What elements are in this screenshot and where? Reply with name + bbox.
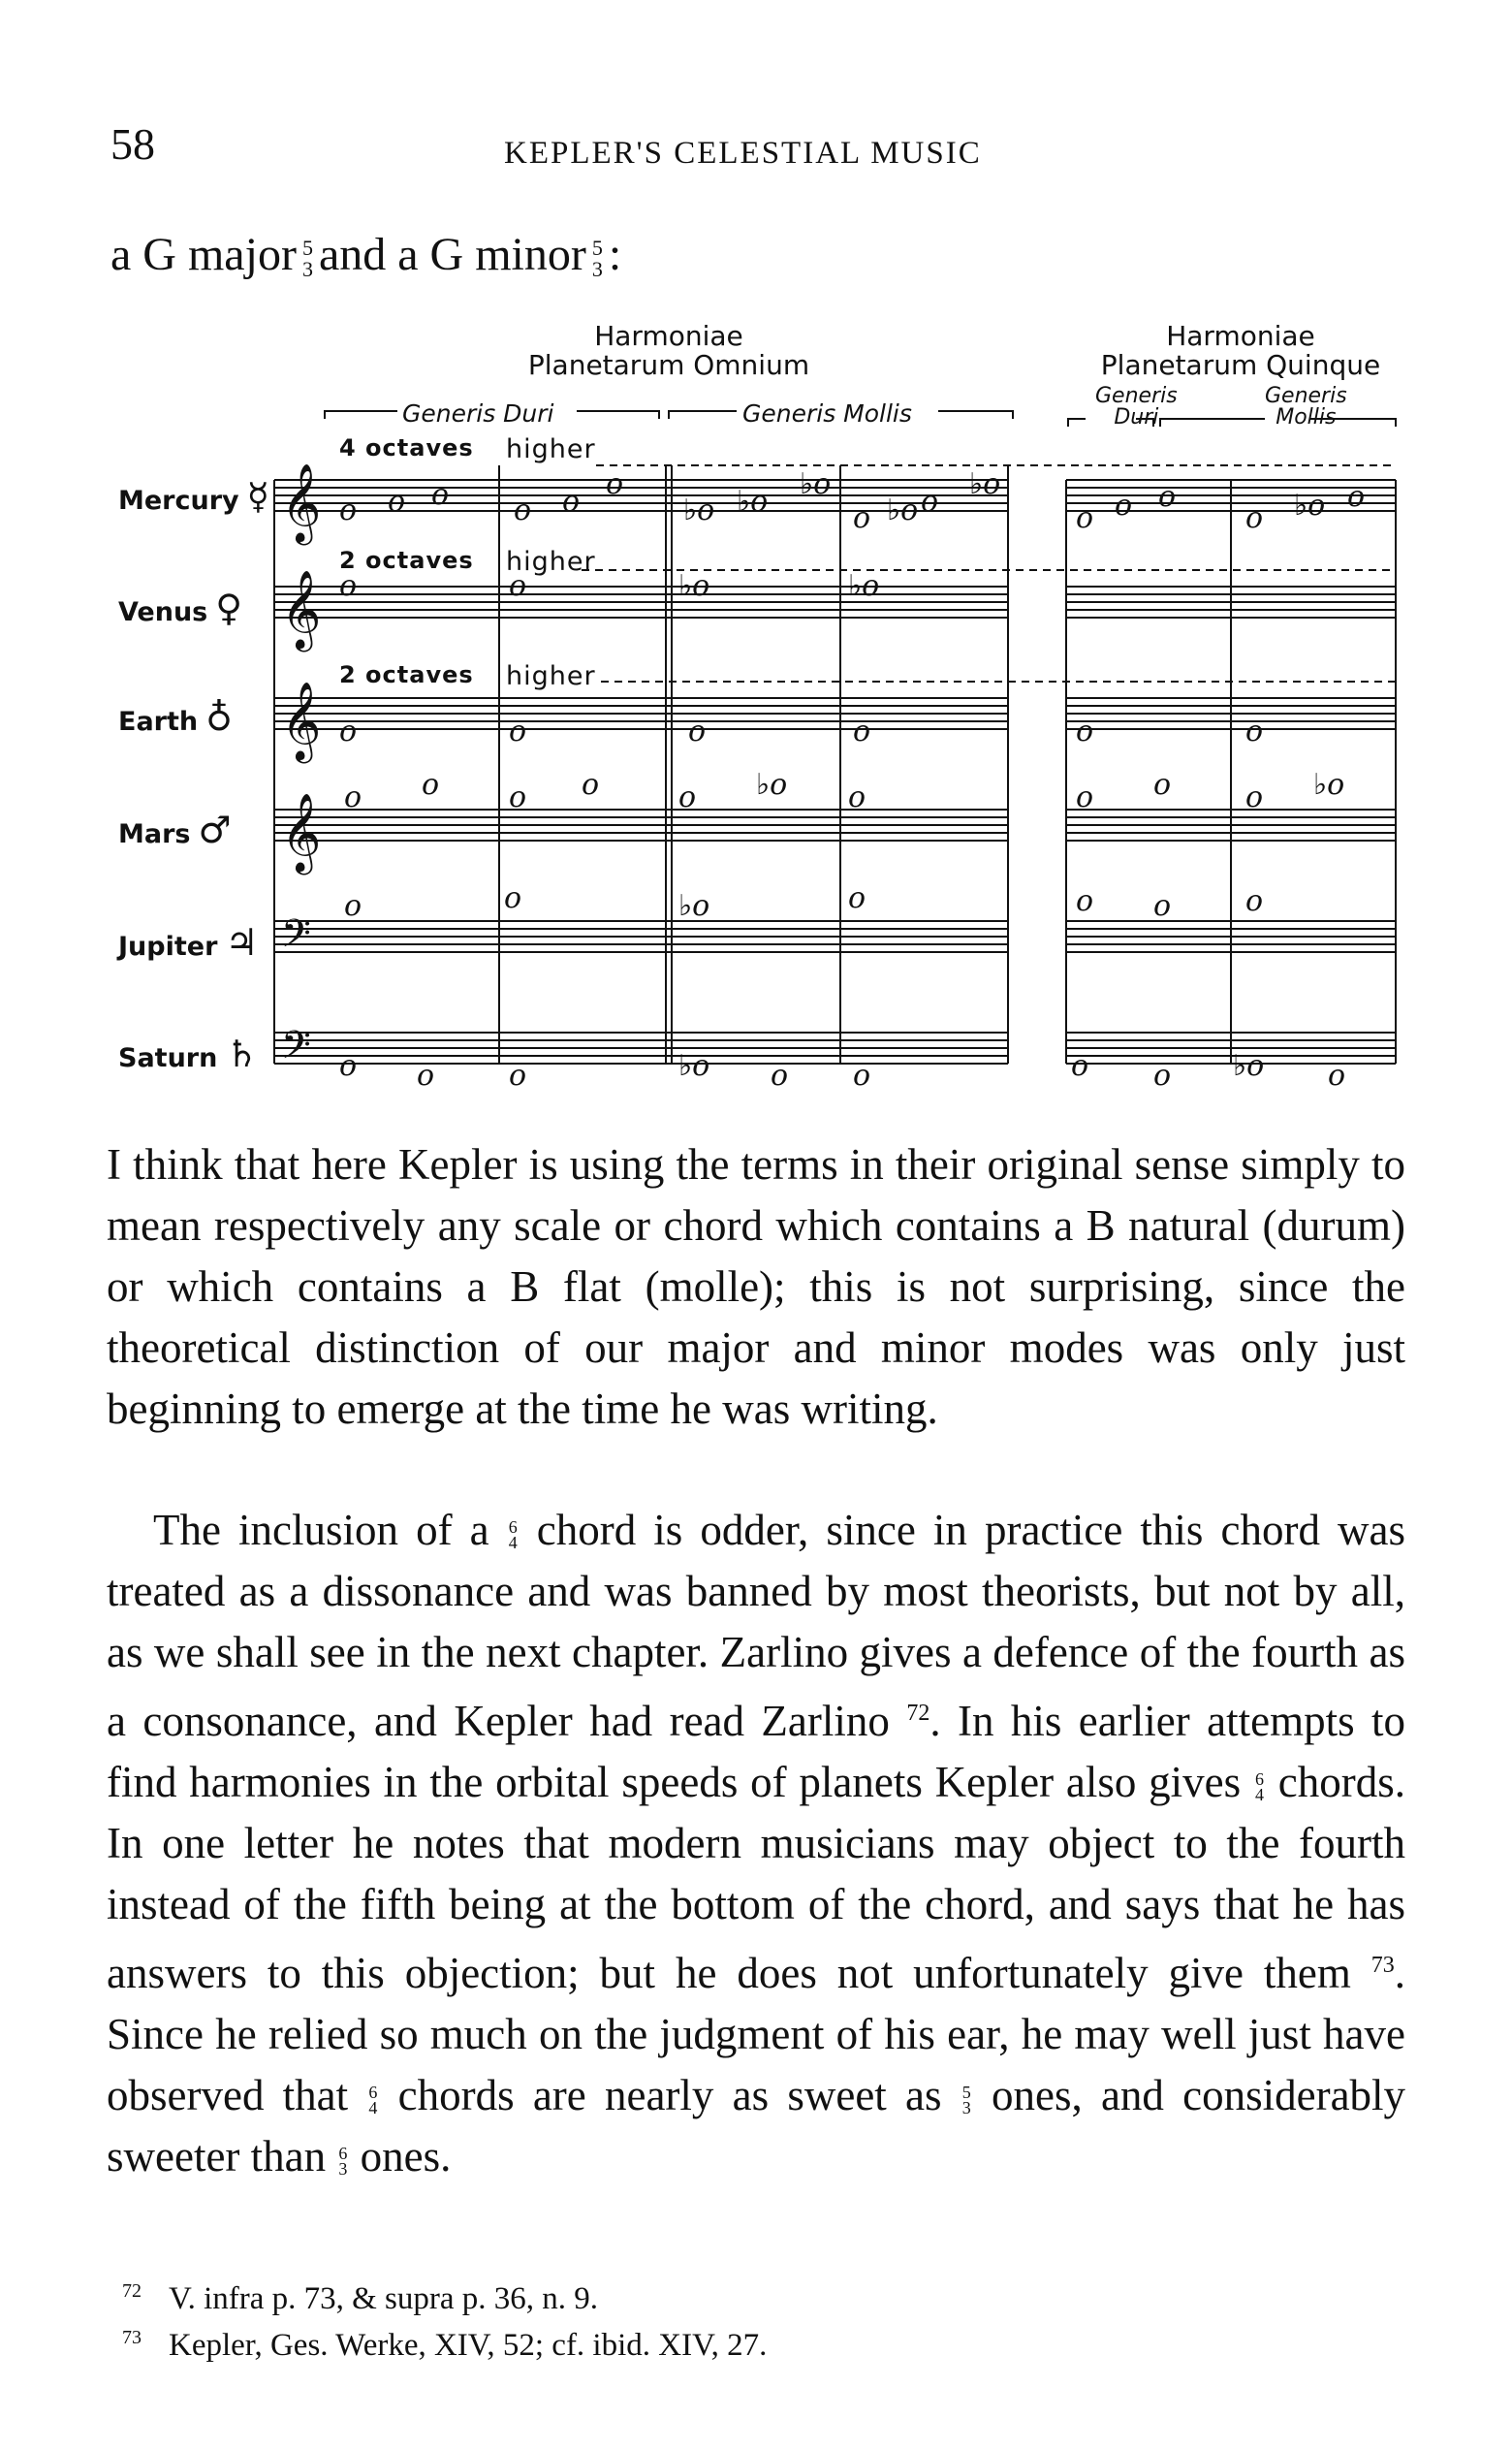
svg-text:𝄞: 𝄞 (281, 569, 322, 649)
figured-bass-5-3: 5 3 (301, 235, 313, 281)
intro-text-mid: and a G minor (318, 229, 586, 280)
subtitle-quinque-duri: Generis Duri (1095, 384, 1178, 430)
score-title-omnium: Harmoniae Planetarum Omnium (527, 320, 810, 381)
music-score: Harmoniae Planetarum Omnium Harmoniae Planetarum Quinque Generis Duri Generis Mollis Generis Duri Generis Mollis 𝄞 𝄞 𝄞 𝄞 𝄢 𝄢 4 octaves higher 2 octaves higher 2 octaves higher Mercury ☿ Venus ♀ Earth ♁ Mars ♂ Jupiter ♃ Saturn ♄ o o o o o o ♭o ♭o ♭o o ♭o o ♭o o o o o ♭o o o o ♭o ♭o o o o o o o o o o o o ♭o o o o o ♭o o o ♭o o o o o o o o ♭o o o o o ♭o o (0, 310, 1512, 1105)
planet-label-mercury: Mercury ☿ (118, 475, 269, 518)
running-title: KEPLER'S CELESTIAL MUSIC (504, 136, 982, 171)
svg-text:𝄢: 𝄢 (281, 1023, 311, 1077)
subtitle-generis-duri: Generis Duri (402, 399, 554, 428)
body-paragraph-2: The inclusion of a 6 4 chord is odder, since in practice this chord was treated as a dissonance and was banned by most theorists, but not by all, as we shall see in the next chapter. Zarlino gives a defence of the fourth as a consonance, and Kepler had read Zarlino $^{72}$. In his earlier attempts to find harmonies in the orbital speeds of planets Kepler also gives 6 4 chords. In one letter he notes that modern musicians may object to the fourth instead of the fifth being at the bottom of the chord, and says that he has answers to this objection; but he does not unfortunately give them $^{73}$. Since he relied so much on the judgment of his ear, he may well just have observed that 6 4 chords are nearly as sweet as 5 3 ones, and considerably sweeter than 6 3 ones. (107, 1506, 1406, 2180)
intro-text-start: a G major (110, 229, 297, 280)
planet-label-jupiter: Jupiter ♃ (118, 921, 259, 964)
planet-label-saturn: Saturn ♄ (118, 1033, 259, 1075)
svg-text:𝄞: 𝄞 (281, 462, 322, 542)
subtitle-quinque-mollis: Generis Mollis (1265, 384, 1347, 430)
octave-note-venus: 2 octaves (339, 547, 474, 574)
footnote-73: $^{73}$ Kepler, Ges. Werke, XIV, 52; cf. ibid. XIV, 27. (122, 2327, 768, 2363)
footnote-ref-72[interactable]: 72 (906, 1701, 930, 1726)
score-title-quinque: Harmoniae Planetarum Quinque (1100, 320, 1381, 381)
svg-text:𝄞: 𝄞 (281, 792, 322, 872)
octave-note-earth: 2 octaves (339, 661, 474, 688)
figured-bass-5-3-minor: 5 3 (591, 235, 603, 281)
planet-label-mars: Mars ♂ (118, 809, 232, 851)
planet-label-venus: Venus ♀ (118, 587, 243, 629)
footnote-ref-73[interactable]: 73 (1370, 1953, 1395, 1978)
page-number: 58 (110, 119, 155, 169)
higher-note-mercury: higher (506, 434, 596, 464)
higher-note-earth: higher (506, 661, 596, 691)
planet-label-earth: Earth ♁ (118, 696, 233, 739)
intro-colon: : (608, 229, 622, 280)
higher-note-venus: higher (506, 547, 596, 577)
octave-note-mercury: 4 octaves (339, 434, 474, 462)
svg-text:𝄢: 𝄢 (281, 911, 311, 966)
body-paragraph-1: I think that here Kepler is using the terms in their original sense simply to mean respectively any scale or chord which contains a B natural (durum) or which contains a B flat (molle); this is not surprising, since the theoretical distinction of our major and minor modes was only just beginning to emerge at the time he was writing. (107, 1140, 1405, 1433)
svg-text:𝄞: 𝄞 (281, 681, 322, 760)
footnote-72: $^{72}$ V. infra p. 73, & supra p. 36, n. 9. (122, 2280, 599, 2316)
subtitle-generis-mollis: Generis Mollis (742, 399, 912, 428)
intro-line (110, 228, 621, 281)
